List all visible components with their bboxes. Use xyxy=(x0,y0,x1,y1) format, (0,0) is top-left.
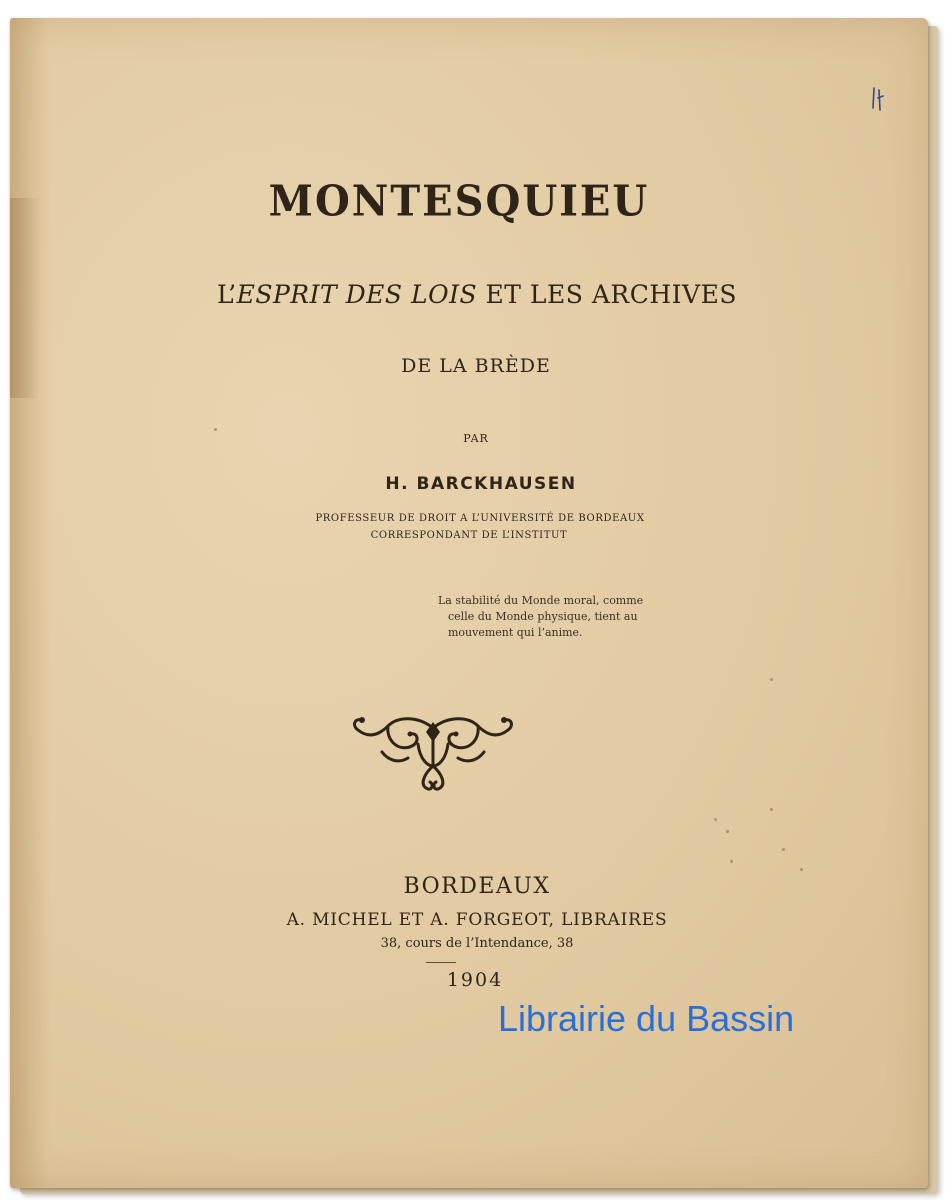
epigraph-line-2: celle du Monde physique, tient au xyxy=(448,610,638,623)
foxing-spot xyxy=(800,868,803,871)
foxing-spot xyxy=(782,848,785,851)
book-title: MONTESQUIEU xyxy=(268,176,650,227)
divider xyxy=(426,962,456,963)
foxing-spot xyxy=(770,808,773,811)
subtitle-italic: ESPRIT DES LOIS xyxy=(236,280,478,309)
foxing-spot xyxy=(726,830,729,833)
publication-year: 1904 xyxy=(446,969,504,991)
subtitle-rest: ET LES ARCHIVES xyxy=(477,280,737,309)
publisher-city: BORDEAUX xyxy=(403,874,551,899)
subtitle-prefix: L’ xyxy=(217,280,237,309)
ornament-icon xyxy=(348,708,518,794)
book-subtitle-line2: DE LA BRÈDE xyxy=(401,355,551,377)
foxing-spot xyxy=(714,818,717,821)
author-credential-1: PROFESSEUR DE DROIT A L’UNIVERSITÉ DE BORDEAUX xyxy=(315,513,645,524)
epigraph-line-3: mouvement qui l’anime. xyxy=(448,626,583,639)
foxing-spot xyxy=(214,428,217,431)
publisher-address: 38, cours de l’Intendance, 38 xyxy=(380,936,574,951)
foxing-spot xyxy=(730,860,733,863)
epigraph-line-1: La stabilité du Monde moral, comme xyxy=(438,594,644,607)
book-subtitle xyxy=(18,280,928,309)
author-credential-2: CORRESPONDANT DE L’INSTITUT xyxy=(370,530,568,541)
author-name: H. BARCKHAUSEN xyxy=(385,474,577,494)
watermark: Librairie du Bassin xyxy=(498,998,795,1039)
pen-mark-icon xyxy=(868,84,890,114)
publisher-name: A. MICHEL ET A. FORGEOT, LIBRAIRES xyxy=(286,910,668,930)
epigraph xyxy=(438,593,678,641)
foxing-spot xyxy=(770,678,773,681)
by-label: PAR xyxy=(463,432,489,445)
